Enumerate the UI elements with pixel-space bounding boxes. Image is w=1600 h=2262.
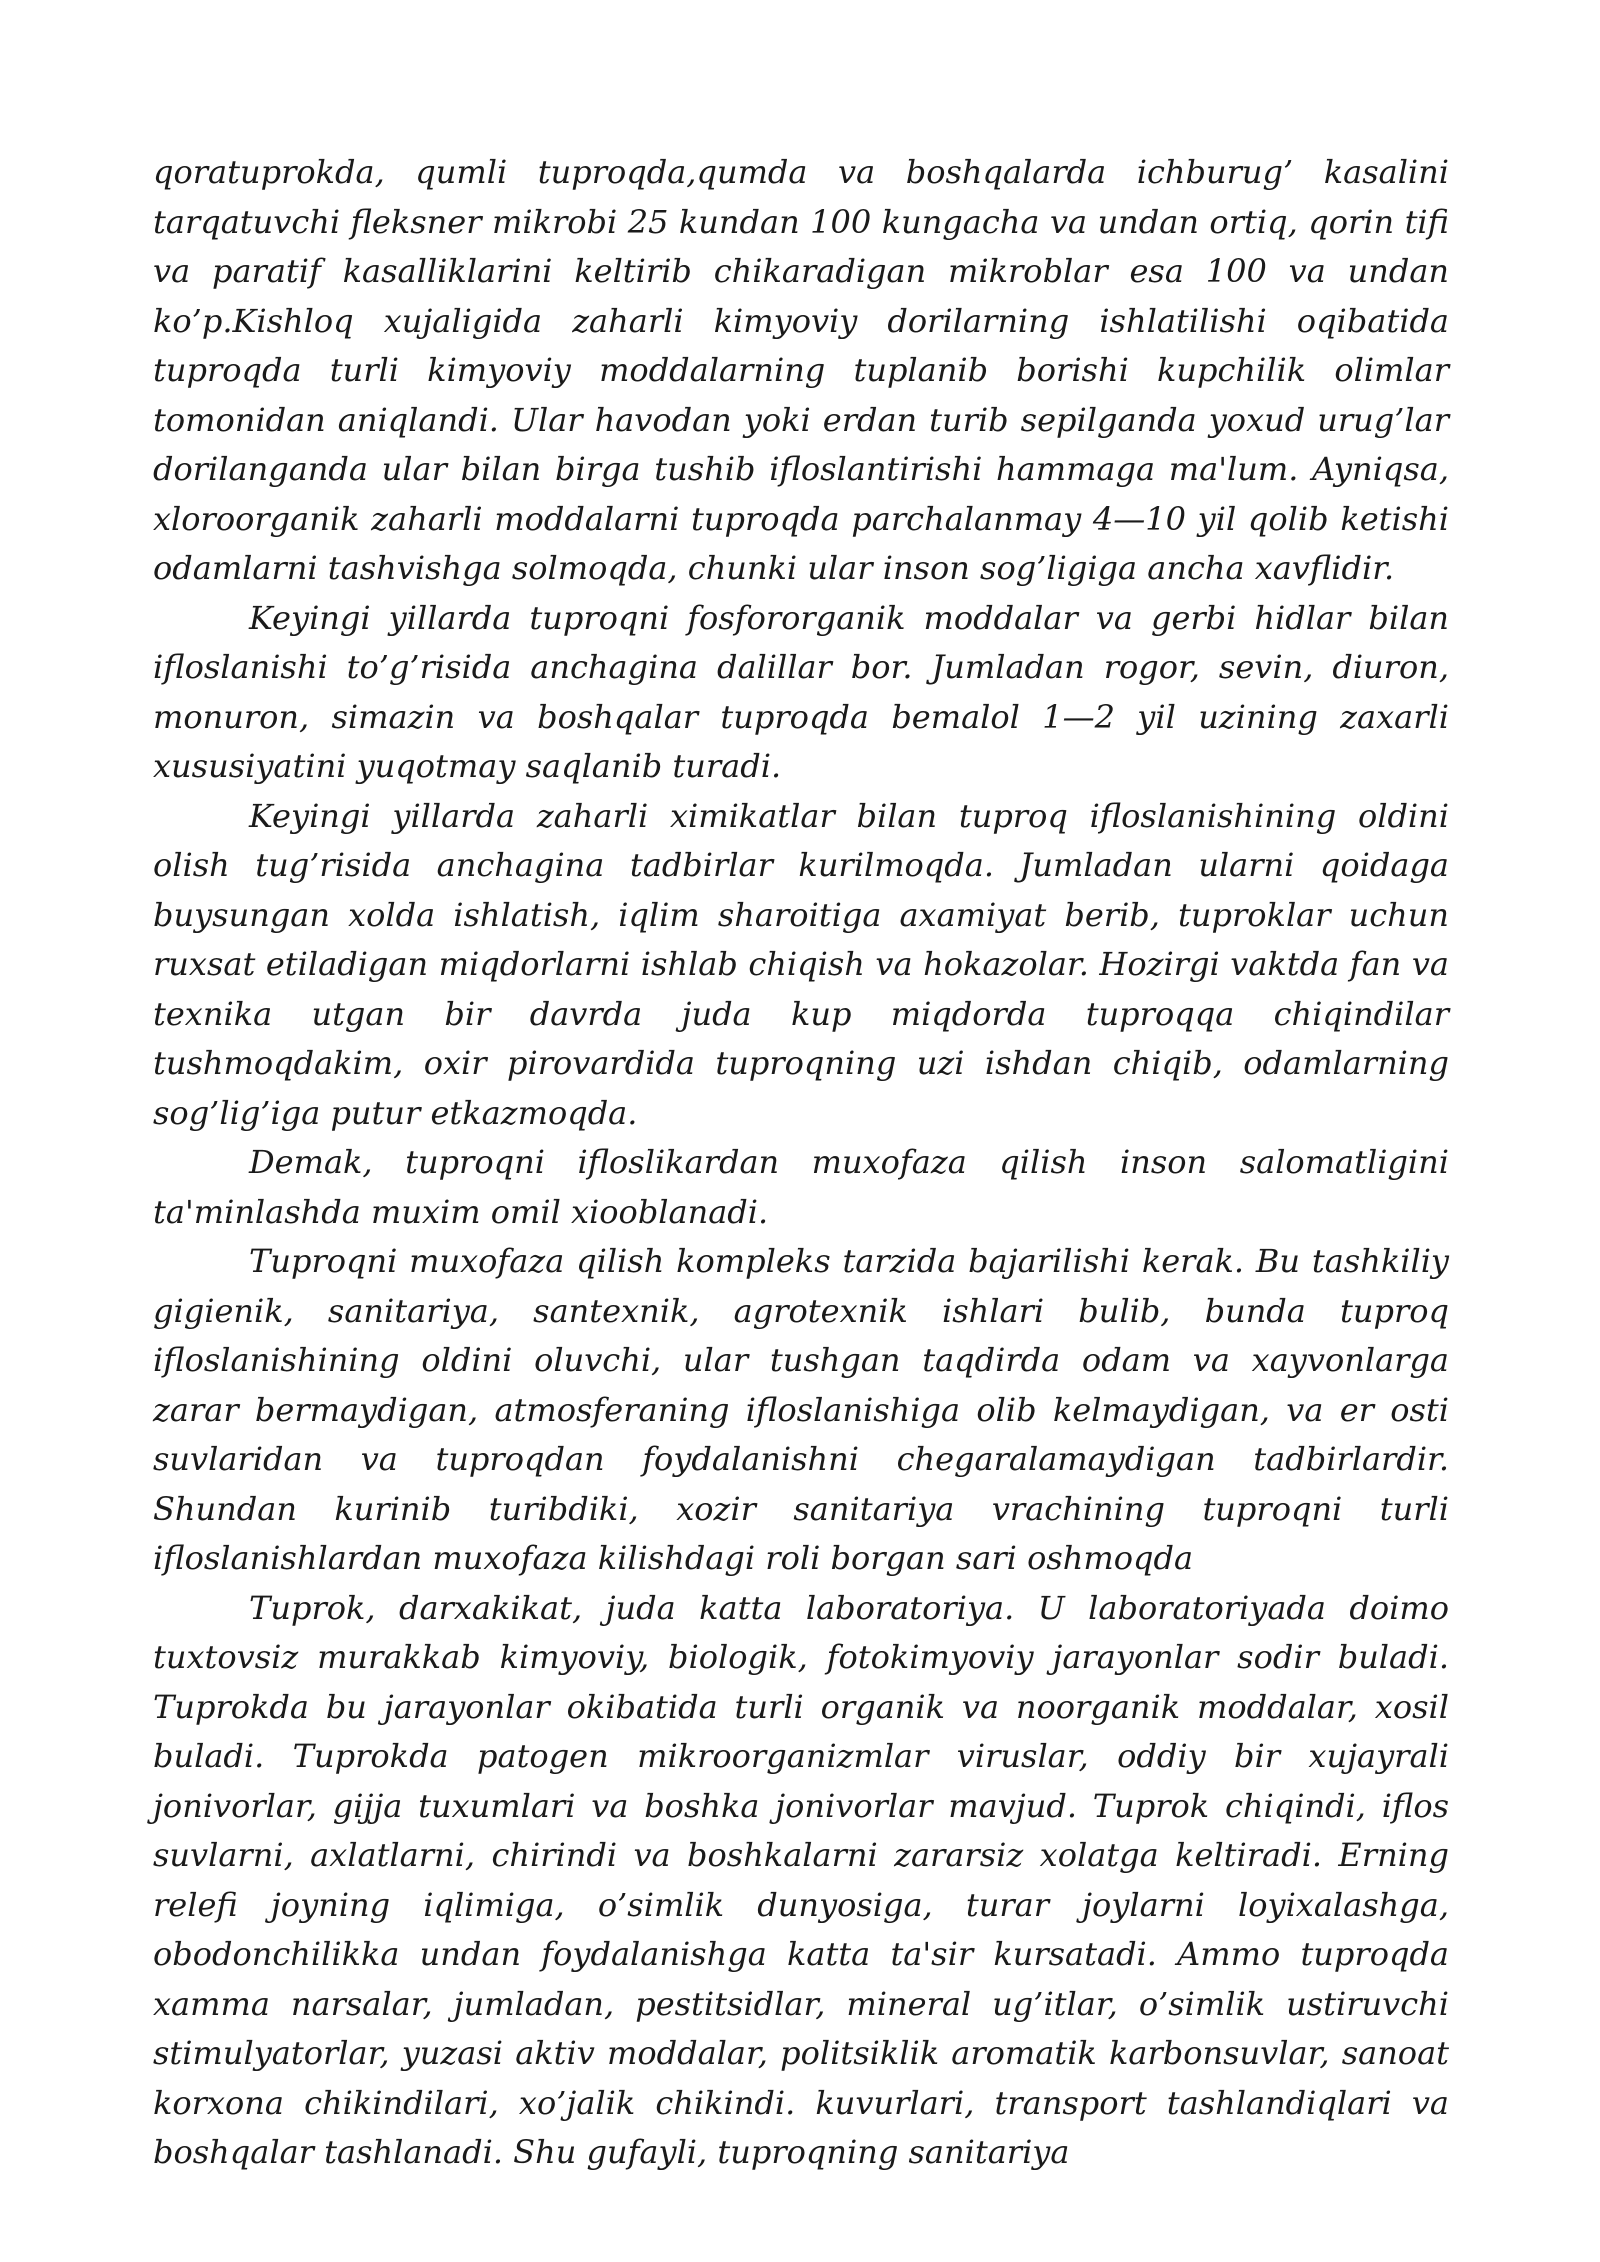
paragraph-1: qoratuprokda, qumli tuproqda,qumda va boshqalarda ichburug’ kasalini tarqatuvchi fleksner mikrobi 25 kundan 100 kungacha va undan ortiq, qorin tifi va paratif kasalliklarini keltirib chikaradigan mikroblar esa 100 va undan ko’p.Kishloq xujaligida zaharli kimyoviy dorilarning ishlatilishi oqibatida tuproqda turli kimyoviy moddalarning tuplanib borishi kupchilik olimlar tomonidan aniqlandi. Ular havodan yoki erdan turib sepilganda yoxud urug’lar dorilanganda ular bilan birga tushib ifloslantirishi hammaga ma'lum. Ayniqsa, xloroorganik zaharli moddalarni tuproqda parchalanmay 4—10 yil qolib ketishi odamlarni tashvishga solmoqda, chunki ular inson sog’ligiga ancha xavflidir. [153, 153, 1449, 587]
paragraph-4: Demak, tuproqni ifloslikardan muxofaza qilish inson salomatligini ta'minlashda muxim omil xiooblanadi. [153, 1143, 1449, 1231]
paragraph-2: Keyingi yillarda tuproqni fosfororganik moddalar va gerbi hidlar bilan ifloslanishi to’g’risida anchagina dalillar bor. Jumladan rogor, sevin, diuron, monuron, simazin va boshqalar tuproqda bemalol 1—2 yil uzining zaxarli xususiyatini yuqotmay saqlanib turadi. [153, 598, 1449, 785]
paragraph-5: Tuproqni muxofaza qilish kompleks tarzida bajarilishi kerak. Bu tashkiliy gigienik, sanitariya, santexnik, agrotexnik ishlari bulib, bunda tuproq ifloslanishining oldini oluvchi, ular tushgan taqdirda odam va xayvonlarga zarar bermaydigan, atmosferaning ifloslanishiga olib kelmaydigan, va er osti suvlaridan va tuproqdan foydalanishni chegaralamaydigan tadbirlardir. Shundan kurinib turibdiki, xozir sanitariya vrachining tuproqni turli ifloslanishlardan muxofaza kilishdagi roli borgan sari oshmoqda [153, 1242, 1449, 1577]
paragraph-3: Keyingi yillarda zaharli ximikatlar bilan tuproq ifloslanishining oldini olish tug’risida anchagina tadbirlar kurilmoqda. Jumladan ularni qoidaga buysungan xolda ishlatish, iqlim sharoitiga axamiyat berib, tuproklar uchun ruxsat etiladigan miqdorlarni ishlab chiqish va hokazolar. Hozirgi vaktda fan va texnika utgan bir davrda juda kup miqdorda tuproqqa chiqindilar tushmoqdakim, oxir pirovardida tuproqning uzi ishdan chiqib, odamlarning sog’lig’iga putur etkazmoqda. [153, 796, 1449, 1132]
document-page [153, 148, 1449, 2178]
paragraph-6: Tuprok, darxakikat, juda katta laboratoriya. U laboratoriyada doimo tuxtovsiz murakkab kimyoviy, biologik, fotokimyoviy jarayonlar sodir buladi. Tuprokda bu jarayonlar okibatida turli organik va noorganik moddalar, xosil buladi. Tuprokda patogen mikroorganizmlar viruslar, oddiy bir xujayrali jonivorlar, gijja tuxumlari va boshka jonivorlar mavjud. Tuprok chiqindi, iflos suvlarni, axlatlarni, chirindi va boshkalarni zararsiz xolatga keltiradi. Erning relefi joyning iqlimiga, o’simlik dunyosiga, turar joylarni loyixalashga, obodonchilikka undan foydalanishga katta ta'sir kursatadi. Ammo tuproqda xamma narsalar, jumladan, pestitsidlar, mineral ug’itlar, o’simlik ustiruvchi stimulyatorlar, yuzasi aktiv moddalar, politsiklik aromatik karbonsuvlar, sanoat korxona chikindilari, xo’jalik chikindi. kuvurlari, transport tashlandiqlari va boshqalar tashlanadi. Shu gufayli, tuproqning sanitariya [153, 1588, 1449, 2171]
